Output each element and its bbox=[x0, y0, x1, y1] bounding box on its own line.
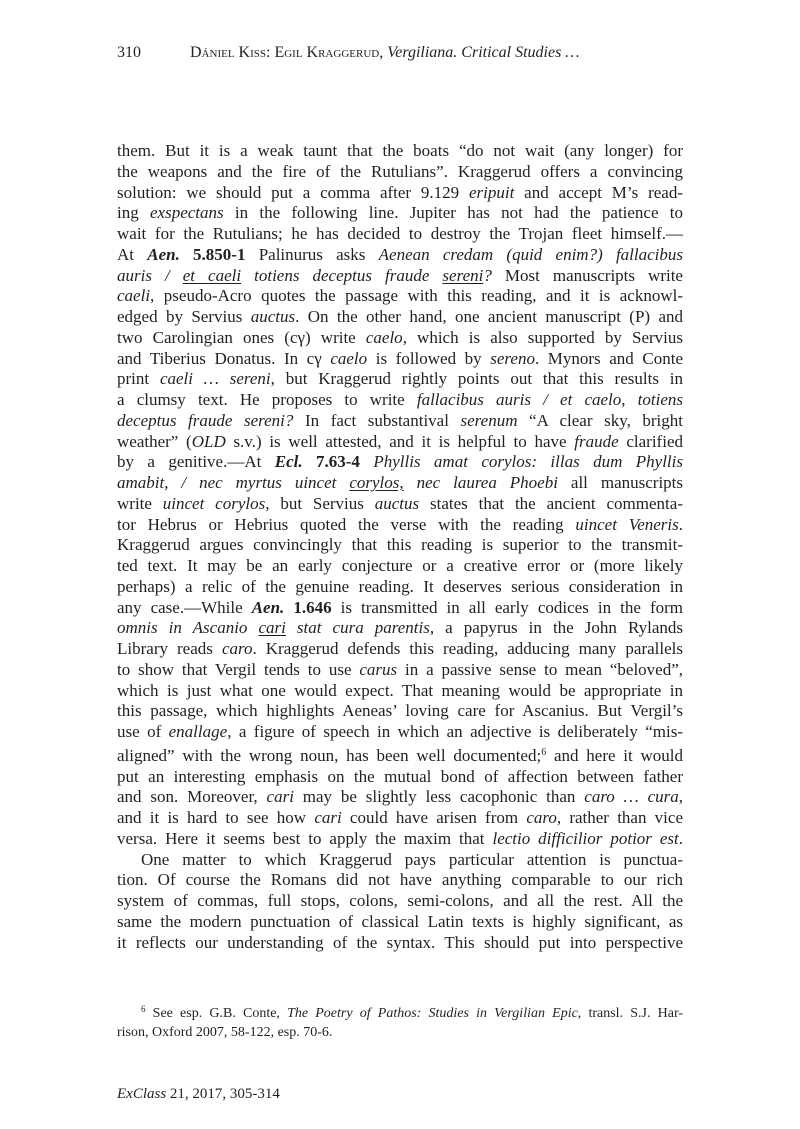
text-line bbox=[117, 891, 683, 912]
text-line bbox=[117, 912, 683, 933]
text-segment: tion. Of course the Romans did not have anything comparable to our rich bbox=[117, 870, 683, 890]
text-segment: uincet Veneris bbox=[575, 514, 679, 534]
text-segment: ? bbox=[483, 265, 492, 285]
text-segment: auctus bbox=[374, 493, 420, 513]
text-line bbox=[117, 577, 683, 598]
text-segment: In fact substantival bbox=[293, 410, 461, 430]
text-segment: , but Kraggerud rightly points out that this results in bbox=[270, 369, 683, 389]
text-line bbox=[117, 743, 683, 767]
text-segment: Phyllis amat corylos: illas dum Phyllis bbox=[359, 452, 683, 472]
text-segment: edged by Servius bbox=[117, 307, 251, 326]
text-segment: ing bbox=[117, 203, 150, 223]
text-line bbox=[117, 162, 683, 183]
footnote-text: , transl. S.J. Har- bbox=[577, 1006, 683, 1021]
text-line bbox=[117, 556, 683, 577]
text-segment: eripuit bbox=[469, 182, 515, 202]
page-number: 310 bbox=[117, 44, 141, 61]
text-segment: totiens deceptus fraude bbox=[241, 265, 443, 285]
text-segment: auris / bbox=[117, 265, 183, 285]
text-segment: Kraggerud argues convincingly that this reading is superior to the transmit- bbox=[117, 535, 683, 555]
paragraph bbox=[117, 141, 683, 850]
text-segment: versa. Here it seems best to apply the maxim that bbox=[117, 828, 493, 848]
text-segment: enallage bbox=[168, 722, 228, 741]
text-line bbox=[117, 787, 683, 808]
text-segment: and here it would bbox=[546, 745, 683, 765]
text-segment: in the following line. Jupiter has not had the patience to bbox=[223, 203, 683, 223]
text-segment: . bbox=[678, 828, 683, 848]
text-segment: , a figure of speech in which an adjective is deliberately “mis- bbox=[227, 722, 683, 741]
text-line bbox=[117, 307, 683, 328]
text-segment: same the modern punctuation of classical Latin texts is highly significant, as bbox=[117, 911, 683, 931]
text-line bbox=[117, 203, 683, 224]
text-line bbox=[117, 473, 683, 494]
text-line bbox=[117, 369, 683, 390]
footnote-line: rison, Oxford 2007, 58-122, esp. 70-6. bbox=[117, 1025, 333, 1040]
text-segment: , pseudo-Acro quotes the passage with this reading, and it is acknowl- bbox=[150, 286, 683, 306]
text-segment: weather” ( bbox=[117, 431, 192, 451]
footnote-line bbox=[117, 1000, 683, 1023]
text-segment: solution: we should put a comma after 9.129 bbox=[117, 182, 469, 202]
text-segment: omnis in Ascanio bbox=[117, 618, 259, 638]
text-line bbox=[117, 598, 683, 619]
text-segment: in a passive sense to mean “beloved”, bbox=[397, 659, 684, 679]
text-segment: , but Servius bbox=[265, 493, 375, 513]
text-segment: and it is hard to see how bbox=[117, 808, 315, 827]
text-segment: , which is also supported by Servius bbox=[402, 327, 683, 347]
text-segment: . Kraggerud defends this reading, adducing many parallels bbox=[252, 639, 684, 658]
footnote-reference: 6 bbox=[541, 746, 547, 758]
text-segment: fallacibus auris / et caelo, totiens bbox=[416, 390, 683, 409]
text-segment: Ecl. bbox=[274, 452, 303, 472]
running-title bbox=[190, 44, 580, 62]
text-segment: is followed by bbox=[367, 348, 491, 368]
text-segment: write bbox=[117, 493, 163, 513]
text-segment: et caeli bbox=[182, 265, 242, 285]
text-segment: them. But it is a weak taunt that the boats “do not wait (any longer) for bbox=[117, 141, 683, 160]
text-line bbox=[117, 722, 683, 743]
text-segment: caelo bbox=[365, 327, 403, 347]
text-line bbox=[117, 933, 683, 954]
text-line bbox=[117, 411, 683, 432]
text-segment: a clumsy text. He proposes to write bbox=[117, 390, 417, 409]
text-line bbox=[117, 829, 683, 850]
text-segment: stat cura parentis bbox=[285, 618, 430, 638]
text-segment: nec laurea Phoebi bbox=[403, 473, 558, 492]
text-segment: put an interesting emphasis on the mutual bond of affection between father bbox=[117, 766, 683, 786]
text-segment: caelo bbox=[330, 348, 368, 368]
text-segment: which is just what one would expect. That meaning would be appropriate in bbox=[117, 680, 683, 700]
journal-citation: 21, 2017, 305-314 bbox=[166, 1086, 280, 1102]
text-segment: by a genitive.—At bbox=[117, 452, 275, 472]
text-line bbox=[117, 681, 683, 702]
text-segment: 7.63-4 bbox=[302, 452, 360, 472]
footnote-book-title: The Poetry of Pathos: Studies in Vergilian Epic bbox=[287, 1006, 578, 1021]
text-line bbox=[117, 286, 683, 307]
text-segment: states that the ancient commenta- bbox=[419, 493, 683, 513]
text-segment: lectio difficilior potior est bbox=[492, 828, 679, 848]
text-segment: serenum bbox=[460, 410, 518, 430]
text-line bbox=[117, 390, 683, 411]
text-segment: system of commas, full stops, colons, semi-colons, and all the rest. All the bbox=[117, 891, 683, 910]
text-segment: print bbox=[117, 369, 160, 389]
footnote-marker: 6 bbox=[141, 1004, 146, 1014]
text-segment: and accept M’s read- bbox=[514, 182, 683, 202]
text-segment: uincet corylos bbox=[162, 493, 266, 513]
text-segment: Aen. bbox=[147, 244, 180, 264]
text-line bbox=[117, 328, 683, 349]
text-segment: . bbox=[678, 514, 683, 534]
text-line bbox=[117, 494, 683, 515]
footnote-6 bbox=[117, 1000, 683, 1042]
text-segment: , bbox=[678, 787, 684, 807]
text-segment: cari bbox=[266, 787, 294, 807]
text-segment: perhaps) a relic of the genuine reading. It deserves serious consideration in bbox=[117, 576, 683, 596]
text-line bbox=[117, 245, 683, 266]
text-segment: fraude bbox=[574, 431, 619, 451]
text-segment: this passage, which highlights Aeneas’ loving care for Ascanius. But Vergil’s bbox=[117, 701, 683, 721]
text-segment: clarified bbox=[618, 431, 683, 451]
text-line bbox=[117, 183, 683, 204]
text-line bbox=[117, 535, 683, 556]
text-segment: 5.850-1 bbox=[179, 244, 246, 264]
text-segment: two Carolingian ones (cγ) write bbox=[117, 327, 366, 347]
text-segment: auctus bbox=[250, 307, 296, 326]
text-segment: 1.646 bbox=[284, 597, 332, 617]
text-line bbox=[117, 515, 683, 536]
text-segment: cari bbox=[314, 808, 342, 827]
text-line bbox=[117, 452, 683, 473]
text-line bbox=[117, 870, 683, 891]
running-author: Dániel Kiss: Egil Kraggerud, bbox=[190, 44, 388, 61]
running-book-title: Vergiliana. Critical Studies … bbox=[387, 44, 580, 61]
text-segment: At bbox=[117, 244, 148, 264]
journal-name: ExClass bbox=[117, 1086, 167, 1102]
text-segment: is transmitted in all early codices in the form bbox=[331, 597, 684, 617]
text-segment: wait for the Rutulians; he has decided to destroy the Trojan fleet himself.— bbox=[117, 224, 683, 243]
text-segment: , a papyrus in the John Rylands bbox=[429, 618, 683, 638]
text-line bbox=[117, 660, 683, 681]
text-segment: corylos, bbox=[349, 473, 404, 492]
text-segment: caro … cura bbox=[584, 787, 679, 807]
text-segment: cari bbox=[258, 618, 286, 638]
text-segment: One matter to which Kraggerud pays particular attention is punctua- bbox=[141, 849, 683, 869]
text-line bbox=[117, 767, 683, 788]
text-line bbox=[117, 701, 683, 722]
text-segment: could have arisen from bbox=[341, 808, 527, 827]
text-segment: any case.—While bbox=[117, 597, 252, 617]
text-segment: and son. Moreover, bbox=[117, 787, 267, 807]
text-segment: all manuscripts bbox=[557, 473, 684, 492]
text-line bbox=[117, 349, 683, 370]
text-segment: carus bbox=[359, 659, 398, 679]
text-segment: s.v.) is well attested, and it is helpful to have bbox=[225, 431, 575, 451]
text-segment: “A clear sky, bright bbox=[517, 410, 684, 430]
page-footer bbox=[117, 1086, 280, 1103]
main-text bbox=[117, 141, 683, 953]
text-line bbox=[117, 639, 683, 660]
text-segment: caeli … sereni bbox=[159, 369, 271, 389]
text-segment: . Mynors and Conte bbox=[534, 348, 683, 368]
text-segment: caeli bbox=[117, 286, 151, 306]
text-segment: amabit, / nec myrtus uincet bbox=[117, 473, 350, 492]
paragraph bbox=[117, 850, 683, 954]
text-segment: may be slightly less cacophonic than bbox=[293, 787, 585, 807]
text-segment: to show that Vergil tends to use bbox=[117, 659, 360, 679]
text-segment: Palinurus asks bbox=[245, 244, 379, 264]
text-segment: it reflects our understanding of the syntax. This should put into perspective bbox=[117, 932, 683, 952]
text-segment: ted text. It may be an early conjecture or a creative error or (more likely bbox=[117, 556, 683, 575]
text-line bbox=[117, 618, 683, 639]
text-line bbox=[117, 432, 683, 453]
footnote-text: See esp. G.B. Conte, bbox=[145, 1006, 288, 1021]
text-segment: tor Hebrus or Hebrius quoted the verse with the reading bbox=[117, 514, 576, 534]
text-segment: . On the other hand, one ancient manuscript (P) and bbox=[295, 307, 683, 326]
text-line bbox=[117, 808, 683, 829]
text-segment: sereni bbox=[442, 265, 484, 285]
text-segment: exspectans bbox=[149, 203, 224, 223]
text-segment: the weapons and the fire of the Rutulians”. Kraggerud offers a convincing bbox=[117, 161, 683, 181]
text-segment: Most manuscripts write bbox=[491, 265, 683, 285]
text-segment: deceptus fraude sereni? bbox=[117, 410, 294, 430]
text-segment: Aen. bbox=[251, 597, 285, 617]
text-segment: use of bbox=[117, 722, 169, 741]
text-line bbox=[117, 266, 683, 287]
text-line bbox=[117, 850, 683, 871]
text-line bbox=[117, 224, 683, 245]
text-segment: caro bbox=[221, 639, 253, 658]
text-segment: Aenean credam (quid enim?) fallacibus bbox=[378, 244, 684, 264]
text-segment: , rather than vice bbox=[556, 808, 684, 827]
text-segment: Library reads bbox=[117, 639, 222, 658]
text-line bbox=[117, 141, 683, 162]
text-segment: aligned” with the wrong noun, has been well documented; bbox=[117, 745, 542, 765]
text-segment: and Tiberius Donatus. In cγ bbox=[117, 348, 331, 368]
text-segment: OLD bbox=[191, 431, 226, 451]
text-segment: caro bbox=[526, 808, 557, 827]
text-segment: sereno bbox=[490, 348, 535, 368]
